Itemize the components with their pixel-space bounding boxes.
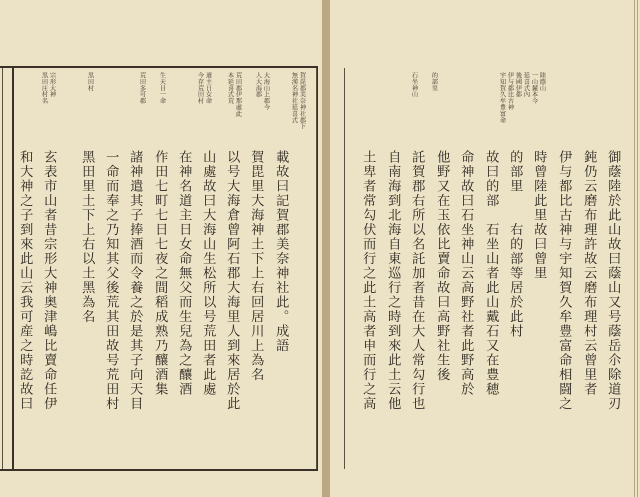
headnote: 後國伊都 bbox=[514, 72, 522, 98]
headnote: 伊与都比古神 bbox=[506, 72, 514, 111]
headnote: 的部里 bbox=[430, 72, 438, 92]
right-frame-rule bbox=[344, 68, 345, 469]
page-edge-line bbox=[637, 0, 638, 497]
headnote: 黒田庄村名 bbox=[40, 72, 48, 104]
main-text-column: 山處故曰大海山生松所以号荒田者此處 bbox=[200, 150, 216, 397]
main-text-column: 作田七町七日七夜之間稻成熟乃釀酒集 bbox=[152, 150, 168, 397]
headnote: 今存荒田村 bbox=[196, 72, 204, 104]
headnote: 荒田郡伊那處此 bbox=[234, 72, 242, 117]
main-text-column: 託賀郡右所以名託加者昔在大人常勾行也 bbox=[409, 150, 425, 411]
main-text-column: 故曰的部 石坐山者此山戴石又在豊穂 bbox=[483, 150, 499, 397]
main-text-column: 一命而奉之乃知其父後荒其田故号荒田村 bbox=[103, 150, 119, 411]
headnote: 生天目一命 bbox=[158, 72, 166, 104]
headnote: 大海山上郡今 bbox=[262, 72, 270, 111]
main-text-column: 以号大海倉曾阿石郡大海里人到來居於此 bbox=[224, 150, 240, 411]
headnote: 黒田村 bbox=[86, 72, 94, 92]
main-text-column: 鈍仍云磨布理許故云磨布理村云曾里者 bbox=[581, 150, 597, 397]
headnote: 宗形大神 bbox=[48, 72, 56, 98]
headnote: 石坐神山 bbox=[410, 72, 418, 98]
main-text-column: 賀毘里大海神土下上右回居川上為名 bbox=[248, 150, 264, 382]
main-text-column: 黑田里土下上右以土黑為名 bbox=[79, 150, 95, 324]
headnote: 陸蔭山 bbox=[538, 72, 546, 92]
main-text-column: 玄表市山者昔宗形大神奥津嶋比賣命任伊 bbox=[41, 150, 57, 411]
left-frame-rule bbox=[316, 68, 317, 469]
main-text-column: 載故曰記賀郡美奈神社此。成語 bbox=[273, 150, 289, 353]
main-text-column: 御蔭陸於此山故曰蔭山又号蔭岳尒除道刃 bbox=[605, 150, 621, 411]
headnote: 本延喜式荒 bbox=[226, 72, 234, 104]
headnote: 人大海郡 bbox=[254, 72, 262, 98]
page-edge-line bbox=[634, 0, 635, 497]
left-frame-rule bbox=[2, 68, 3, 469]
main-text-column: 自南海到北海自東巡行之時到來此土云他 bbox=[385, 150, 401, 411]
main-text-column: 諸神遣其子捧酒而令養之於是其子向天目 bbox=[127, 150, 143, 411]
main-text-column: 命神故曰石坐神山云高野社者此野高於 bbox=[458, 150, 474, 397]
headnote: 宇知賀久牟豊富命 bbox=[498, 72, 506, 124]
main-text-column: 土卑者常勾伏而行之此土高者申而行之高 bbox=[360, 150, 376, 411]
headnote: 延喜式內 bbox=[522, 72, 530, 98]
main-text-column: 的部里 右的部等居於此村 bbox=[507, 150, 523, 339]
headnote: 無漢名神社延喜式 bbox=[290, 72, 298, 124]
main-text-column: 時曾陸此里故曰曾里 bbox=[531, 150, 547, 281]
headnote: 荒田多可郡 bbox=[138, 72, 146, 104]
main-text-column: 和大神之子到來此山云我可産之時訖故曰 bbox=[17, 150, 33, 411]
headnote: 道主日女命 bbox=[204, 72, 212, 104]
main-text-column: 在神名道主日女命無父而生兒為之釀酒 bbox=[176, 150, 192, 397]
headnote: 賀毘郡美奈神社郡下 bbox=[298, 72, 306, 130]
main-text-column: 伊与都比古神与宇知賀久牟豊富命相闘之 bbox=[556, 150, 572, 411]
main-text-column: 他野又在玉依比賣命故曰高野社生後 bbox=[434, 150, 450, 382]
book-gutter bbox=[322, 0, 330, 497]
headnote: 一山麓本今 bbox=[530, 72, 538, 104]
